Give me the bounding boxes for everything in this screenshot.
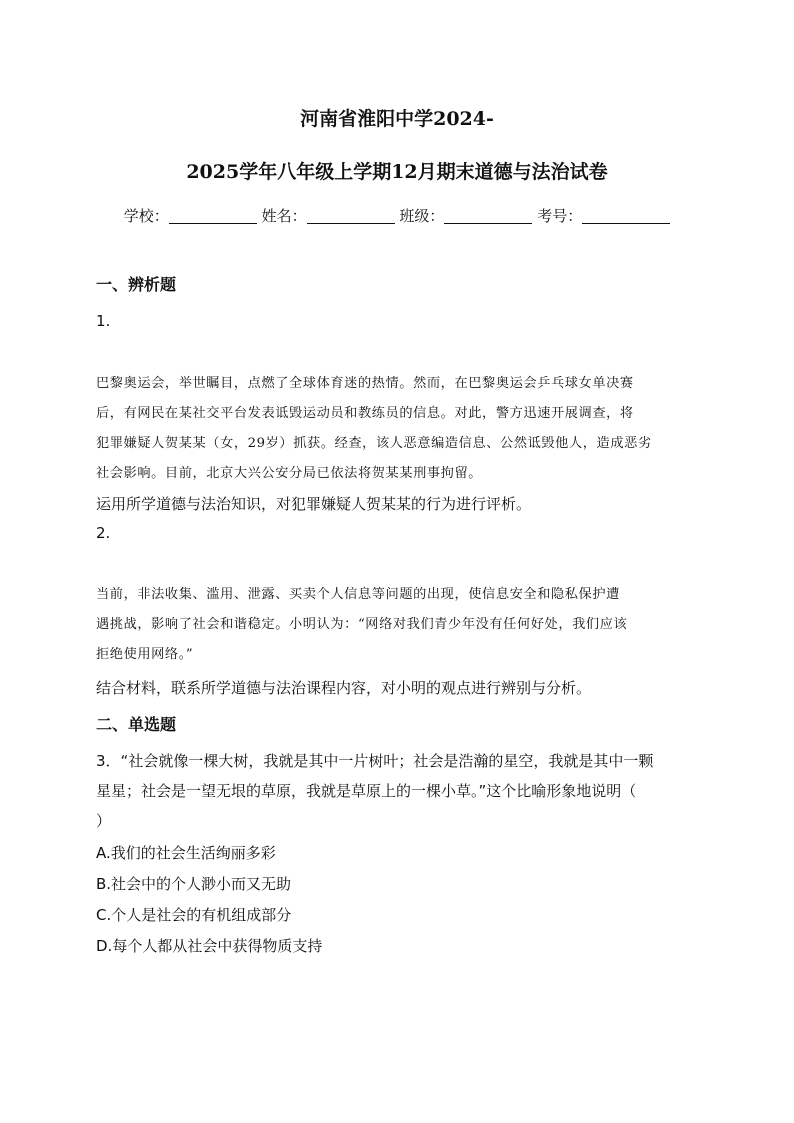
question-3-stem-line: 3．“社会就像一棵大树，我就是其中一片树叶；社会是浩瀚的星空，我就是其中一颗 — [96, 752, 654, 770]
class-label: 班级： — [399, 207, 445, 225]
title-line-2: 2025学年八年级上学期12月期末道德与法治试卷 — [186, 161, 608, 183]
option-a[interactable]: A.我们的社会生活绚丽多彩 — [96, 844, 276, 862]
number-label: 考号： — [537, 207, 583, 225]
question-1-material-line: 后，有网民在某社交平台发表诋毁运动员和教练员的信息。对此，警方迅速开展调查，将 — [96, 406, 634, 421]
question-1-number: 1. — [96, 312, 111, 330]
question-3-stem-line: ） — [96, 812, 112, 830]
option-c[interactable]: C.个人是社会的有机组成部分 — [96, 906, 292, 924]
class-blank[interactable] — [444, 209, 532, 224]
question-1-prompt: 运用所学道德与法治知识，对犯罪嫌疑人贺某某的行为进行评析。 — [96, 495, 532, 513]
school-label: 学校： — [123, 207, 169, 225]
number-blank[interactable] — [582, 209, 670, 224]
section-heading-2: 二、单选题 — [96, 715, 177, 734]
name-label: 姓名： — [261, 207, 307, 225]
title-line-1: 河南省淮阳中学2024- — [300, 108, 494, 130]
question-2-material-line: 遇挑战，影响了社会和谐稳定。小明认为：“网络对我们青少年没有任何好处，我们应该 — [96, 617, 628, 632]
student-info-line — [0, 205, 794, 226]
name-blank[interactable] — [307, 209, 395, 224]
question-2-material-line: 拒绝使用网络。” — [96, 647, 194, 662]
question-1-material-line: 犯罪嫌疑人贺某某（女，29岁）抓获。经查，该人恶意编造信息、公然诋毁他人，造成恶劣 — [96, 436, 652, 451]
question-3-stem-line: 星星；社会是一望无垠的草原，我就是草原上的一棵小草。”这个比喻形象地说明（ — [96, 782, 637, 800]
option-d[interactable]: D.每个人都从社会中获得物质支持 — [96, 937, 323, 955]
question-2-number: 2. — [96, 524, 111, 542]
section-heading-1: 一、辨析题 — [96, 275, 177, 294]
question-1-material-line: 巴黎奥运会，举世瞩目，点燃了全球体育迷的热情。然而，在巴黎奥运会乒乓球女单决赛 — [96, 376, 634, 391]
question-1-material-line: 社会影响。目前，北京大兴公安分局已依法将贺某某刑事拘留。 — [96, 466, 483, 481]
question-2-prompt: 结合材料，联系所学道德与法治课程内容，对小明的观点进行辨别与分析。 — [96, 679, 592, 697]
option-b[interactable]: B.社会中的个人渺小而又无助 — [96, 875, 292, 893]
question-2-material-line: 当前，非法收集、滥用、泄露、买卖个人信息等问题的出现，使信息安全和隐私保护遭 — [96, 587, 620, 602]
school-blank[interactable] — [169, 209, 257, 224]
